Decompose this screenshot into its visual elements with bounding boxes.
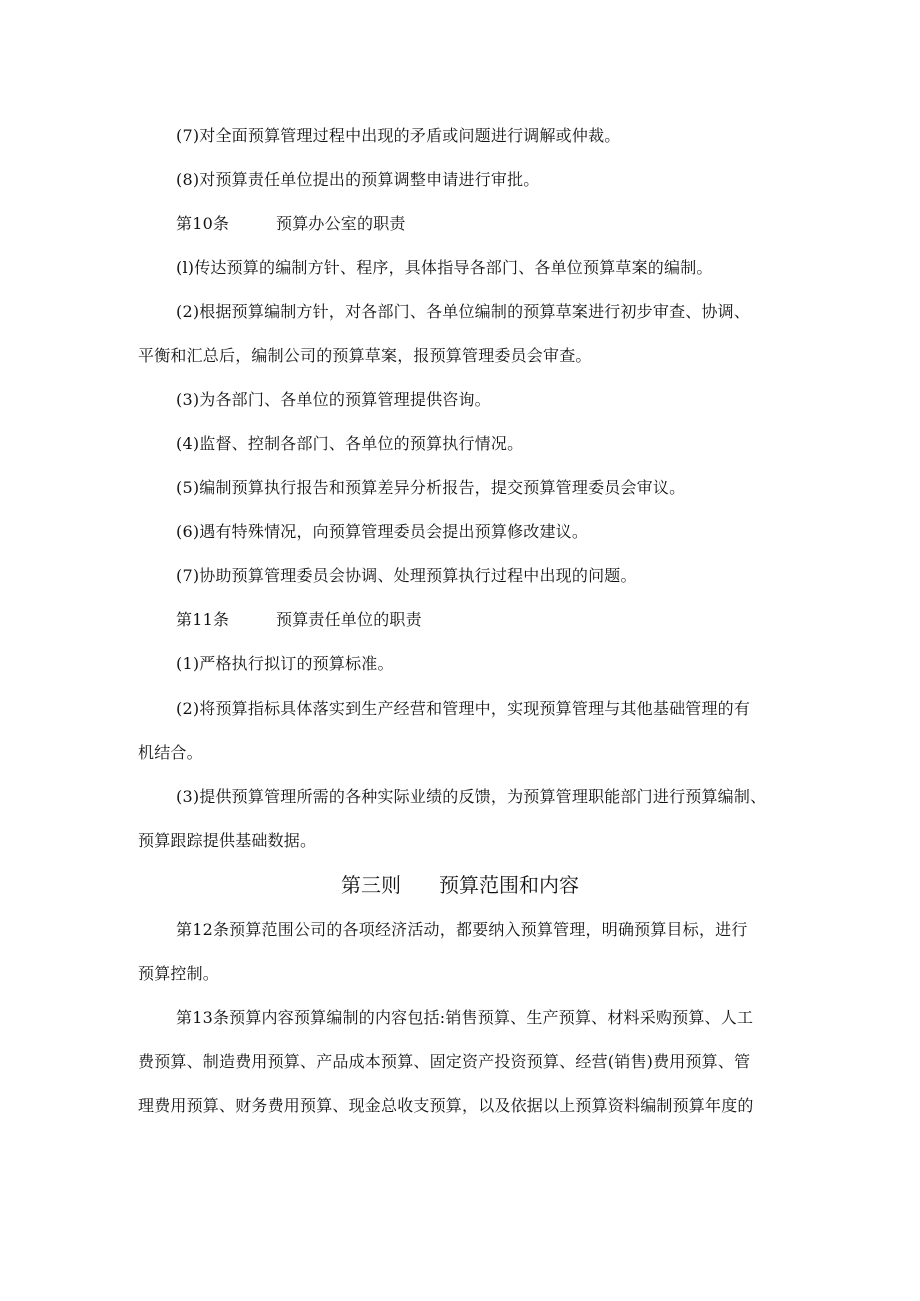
article-12-cont: 预算控制。 <box>138 964 220 983</box>
article-11-heading <box>176 608 422 632</box>
article-11-title: 预算责任单位的职责 <box>276 610 422 629</box>
article-11-item-2-cont: 机结合。 <box>138 743 203 762</box>
article-13-cont-1: 费预算、制造费用预算、产品成本预算、固定资产投资预算、经营(销售)费用预算、管 <box>138 1052 751 1071</box>
article-10-item-3: (3)为各部门、各单位的预算管理提供咨询。 <box>176 390 491 409</box>
article-10-title: 预算办公室的职责 <box>276 214 406 233</box>
section-3-heading <box>0 871 920 899</box>
article-11-number: 第11条 <box>176 610 230 629</box>
article-13-cont-2: 理费用预算、财务费用预算、现金总收支预算，以及依据以上预算资料编制预算年度的 <box>138 1096 754 1115</box>
article-13: 第13条预算内容预算编制的内容包括:销售预算、生产预算、材料采购预算、人工 <box>176 1008 754 1027</box>
article-10-item-5: (5)编制预算执行报告和预算差异分析报告，提交预算管理委员会审议。 <box>176 478 686 497</box>
paragraph-item-7: (7)对全面预算管理过程中出现的矛盾或问题进行调解或仲裁。 <box>176 126 621 145</box>
article-11-item-2: (2)将预算指标具体落实到生产经营和管理中，实现预算管理与其他基础管理的有 <box>176 699 751 718</box>
article-10-item-1: (l)传达预算的编制方针、程序，具体指导各部门、各单位预算草案的编制。 <box>176 258 713 277</box>
section-3-title: 预算范围和内容 <box>439 873 579 897</box>
article-11-item-3: (3)提供预算管理所需的各种实际业绩的反馈，为预算管理职能部门进行预算编制、 <box>176 787 767 806</box>
article-10-item-2-cont: 平衡和汇总后，编制公司的预算草案，报预算管理委员会审查。 <box>138 346 592 365</box>
article-10-item-7: (7)协助预算管理委员会协调、处理预算执行过程中出现的问题。 <box>176 566 637 585</box>
article-10-number: 第10条 <box>176 214 230 233</box>
article-11-item-3-cont: 预算跟踪提供基础数据。 <box>138 831 317 850</box>
section-3-number: 第三则 <box>341 873 401 897</box>
article-10-item-4: (4)监督、控制各部门、各单位的预算执行情况。 <box>176 434 524 453</box>
article-12: 第12条预算范围公司的各项经济活动，都要纳入预算管理，明确预算目标，进行 <box>176 920 748 939</box>
article-10-heading <box>176 212 406 236</box>
article-11-item-1: (1)严格执行拟订的预算标准。 <box>176 654 394 673</box>
article-10-item-6: (6)遇有特殊情况，向预算管理委员会提出预算修改建议。 <box>176 522 589 541</box>
article-10-item-2: (2)根据预算编制方针，对各部门、各单位编制的预算草案进行初步审查、协调、 <box>176 302 751 321</box>
paragraph-item-8: (8)对预算责任单位提出的预算调整申请进行审批。 <box>176 170 540 189</box>
